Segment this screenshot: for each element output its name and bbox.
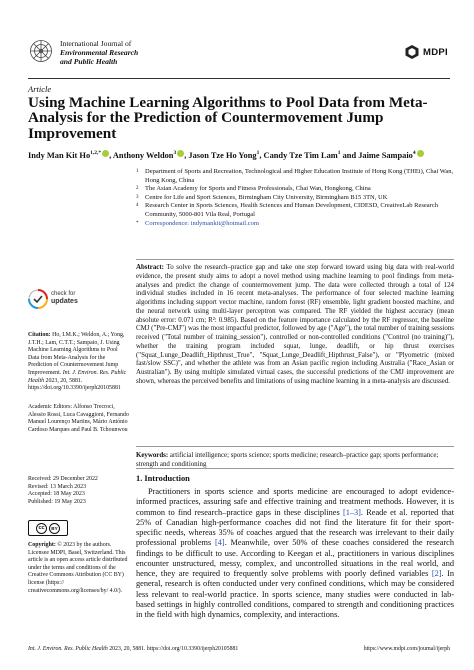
affiliation-number: 4 [136, 203, 139, 209]
reference-link[interactable]: [2] [431, 569, 442, 578]
check-for-updates-line2: updates [51, 298, 78, 305]
mdpi-logo[interactable] [404, 44, 450, 60]
cc-icon: cc [36, 523, 47, 534]
abstract-text: To solve the research–practice gap and take one step forward toward using big data with real-world evidence, the present study aims to adopt a novel method using machine learning to pool findings from meta-analyses and predict the change of countermovement jump. The data were collected through a total of 124 individual studies included in 16 recent meta-analyses. The performance of four selected machine learning algorithms including support vector machine, random forest (RF) ensemble, light gradient boosted machine, and the neural network using multi-layer perceptron was compared. The RF yielded the highest accuracy (mean absolute error: 0.071 cm; R²: 0.985). Based on the feature importance calculated by the RF regressor, the baseline CMJ ("Pre-CMJ") was the most impactful predictor, followed by age ("Age"), the total number of training sessions received ("Total number of training_session"), controlled or non-controlled conditions ("Control (no training)"), whether the training program included squat, lunge, deadlift, or hip thrust exercises ("Squat_Lunge_Deadlift_Hipthrust_True", "Squat_Lunge_Deadlift_Hipthrust_False"), or "Plyometric (mixed fast/slow SSC)", and whether the athlete was from an Asian pacific region including Australia ("Race_Asian or Australian"). By using multiple simulated virtual cases, the successful predictions of the CMJ improvement are shown, whereas the perceived benefits and limitations of using machine learning in a meta-analysis are discussed. [136, 264, 454, 385]
journal-name-line3: and Public Health [60, 57, 118, 66]
author-name[interactable]: Candy Tze Tim Lam [263, 151, 338, 160]
affiliation-item [136, 202, 454, 219]
affiliations [136, 168, 454, 228]
journal-name-line1: International Journal of [60, 39, 132, 48]
citation-journal: Int. J. Environ. Res. Public Health [28, 369, 127, 384]
author-affiliation-sup: 1 [337, 150, 341, 157]
academic-editors-block [28, 404, 130, 434]
intro-text-1: Practitioners in sports science and sports medicine are encouraged to adopt evidence-informed practices, assuring safe and effective training and treatment methods. However, it is common to find research–practice gaps in these disciplines [136, 487, 454, 517]
author-name[interactable]: Anthony Weldon [112, 151, 174, 160]
reference-link[interactable]: [4] [215, 538, 225, 548]
intro-text-3: . Meanwhile, over 50% of these coaches considered the research findings to be difficult to use. According to Keegan et al., practitioners in various disciplines encounter unstructured, messy, complex, and uncontrolled situations in the real world, and hence, they are required to frequently solve problems with poorly defined variables [136, 538, 455, 578]
correspondence-marker: * [136, 220, 139, 226]
header-divider [28, 78, 450, 79]
affiliation-text: The Asian Academy for Sports and Fitness Professionals, Chai Wan, Hongkong, China [145, 185, 371, 193]
journal-header [28, 38, 450, 74]
journal-name-line2: Environmental Research [60, 48, 139, 57]
author-name[interactable]: Jaime Sampaio [358, 151, 413, 160]
footer-doi[interactable]: 2023, 20, 5881. https://doi.org/10.3390/ijerph20105881 [109, 646, 239, 652]
academic-editors-text: Alfonso Trecroci, Alessio Rossi, Luca Cavaggioni, Fernando Manuel Lourenço Martins, Mário António Cardoso Marques and Paul B. Tchounwou [28, 404, 129, 433]
article-type: Article [28, 84, 52, 94]
orcid-icon[interactable] [417, 150, 424, 157]
author-affiliation-sup: 4 [412, 150, 416, 157]
abstract-top-divider [136, 259, 454, 260]
affiliation-text: Department of Sports and Recreation, Technological and Higher Education Institute of Hong Kong (THEi), Chai Wan, Hong Kong, China [145, 168, 454, 184]
check-for-updates-button[interactable] [28, 287, 98, 311]
citation-label: Citation: [28, 332, 51, 338]
dates-block [28, 476, 130, 506]
by-icon: BY [49, 523, 60, 534]
footer-journal-url[interactable]: https://www.mdpi.com/journal/ijerph [363, 646, 450, 652]
affiliation-number: 1 [136, 169, 139, 174]
cc-by-license-badge[interactable] [28, 520, 68, 536]
received-date: Received: 29 December 2022 [28, 476, 98, 482]
citation-text: Ho, I.M.K.; Weldon, A.; Yong, J.T.H.; Lam, C.T.T.; Sampaio, J. Using Machine Learning Algorithms to Pool Data from Meta-Analysis for the Prediction of Countermovement Jump Improvement. [28, 332, 125, 376]
affiliation-number: 2 [136, 186, 139, 192]
article-title: Using Machine Learning Algorithms to Pool Data from Meta-Analysis for the Prediction of Countermovement Jump Improvement [28, 94, 428, 142]
reference-link[interactable]: [1–3] [342, 507, 361, 517]
affiliation-text: Research Center in Sports Sciences, Health Sciences and Human Development, CIDESD, CreativeLab Research Community, 5000-801 Vila Real, Portugal [145, 202, 438, 218]
journal-logo-icon [28, 38, 54, 64]
footer-journal: Int. J. Environ. Res. Public Health [28, 646, 108, 652]
keywords-label: Keywords: [136, 452, 169, 459]
citation-block [28, 332, 130, 393]
author-list: Indy Man Kit $Ho^{1,2,*}$ , Anthony Weldon$^3$ , Jason Tze Ho Yong$^1$, Candy Tze Tim Lam$^1$ and Jaime Sampaio$^4$ [28, 150, 458, 160]
abstract-label: Abstract: [136, 264, 164, 271]
page-footer [28, 646, 450, 652]
academic-editors-label: Academic Editors: [28, 404, 73, 410]
correspondence-email[interactable]: Correspondence: indymankit@hotmail.com [145, 219, 259, 227]
accepted-date: Accepted: 18 May 2023 [28, 491, 85, 498]
section-heading-introduction: 1. Introduction [136, 474, 190, 483]
affiliation-text: Centre for Life and Sport Sciences, Birmingham City University, Birmingham B15 3TN, UK [145, 193, 388, 201]
author-affiliation-sup: 3 [173, 150, 177, 157]
intro-text-2: . Reade et al. reported that 25% of Canadian high-performance coaches did not find the literature fit for their sport-specific needs, whereas 35% of coaches argued that the research was irrelevant to their daily professional problems [136, 507, 455, 548]
check-for-updates-icon [28, 289, 48, 309]
citation-tail[interactable]: 2023, 20, 5881. https://doi.org/10.3390/ijerph20105881 [28, 377, 121, 392]
affiliation-number: 3 [136, 194, 139, 200]
mdpi-mark-icon [404, 44, 420, 60]
journal-name[interactable] [60, 39, 138, 66]
copyright-block [28, 542, 130, 595]
abstract [136, 264, 454, 387]
footer-citation [28, 646, 238, 652]
check-for-updates-line1: check for [51, 291, 76, 297]
author-affiliation-sup: 1 [256, 150, 260, 157]
orcid-icon[interactable] [177, 150, 184, 157]
check-for-updates-text [51, 291, 78, 305]
author-name[interactable]: Jason Tze Ho Yong [188, 151, 257, 160]
affiliation-item [136, 168, 454, 185]
mdpi-wordmark: MDPI [423, 46, 448, 58]
keywords-text: artificial intelligence; sports science; sports medicine; research–practice gap; sports performance; strength and conditioning [136, 452, 439, 468]
author-affiliation-sup: 1,2,* [90, 150, 102, 157]
revised-date: Revised: 13 March 2023 [28, 483, 87, 490]
author-name[interactable]: Indy Man Kit Ho [28, 151, 91, 160]
published-date: Published: 19 May 2023 [28, 498, 86, 505]
introduction-paragraph [136, 487, 454, 620]
correspondence-item [136, 220, 454, 229]
keywords-bottom-divider [136, 468, 454, 469]
intro-text-4: . In general, research is often conducted under very confined conditions, which may be considered less relevant to real-world practice. In sports science, many studies were conducted in lab-based settings in highly controlled conditions, compared to strength and conditioning practices in the field with high dynamics, complexity, and interactions. [136, 569, 454, 619]
keywords [136, 452, 454, 470]
keywords-divider [136, 446, 454, 447]
affiliation-item [136, 185, 454, 194]
copyright-label: Copyright: [28, 542, 56, 548]
orcid-icon[interactable] [102, 150, 109, 157]
affiliation-item [136, 194, 454, 203]
copyright-text: © 2023 by the authors. Licensee MDPI, Basel, Switzerland. This article is an open access article distributed under the terms and conditions of the Creative Commons Attribution (CC BY) license (https:// creativecommons.org/licenses/by/ 4.0/). [28, 542, 128, 594]
